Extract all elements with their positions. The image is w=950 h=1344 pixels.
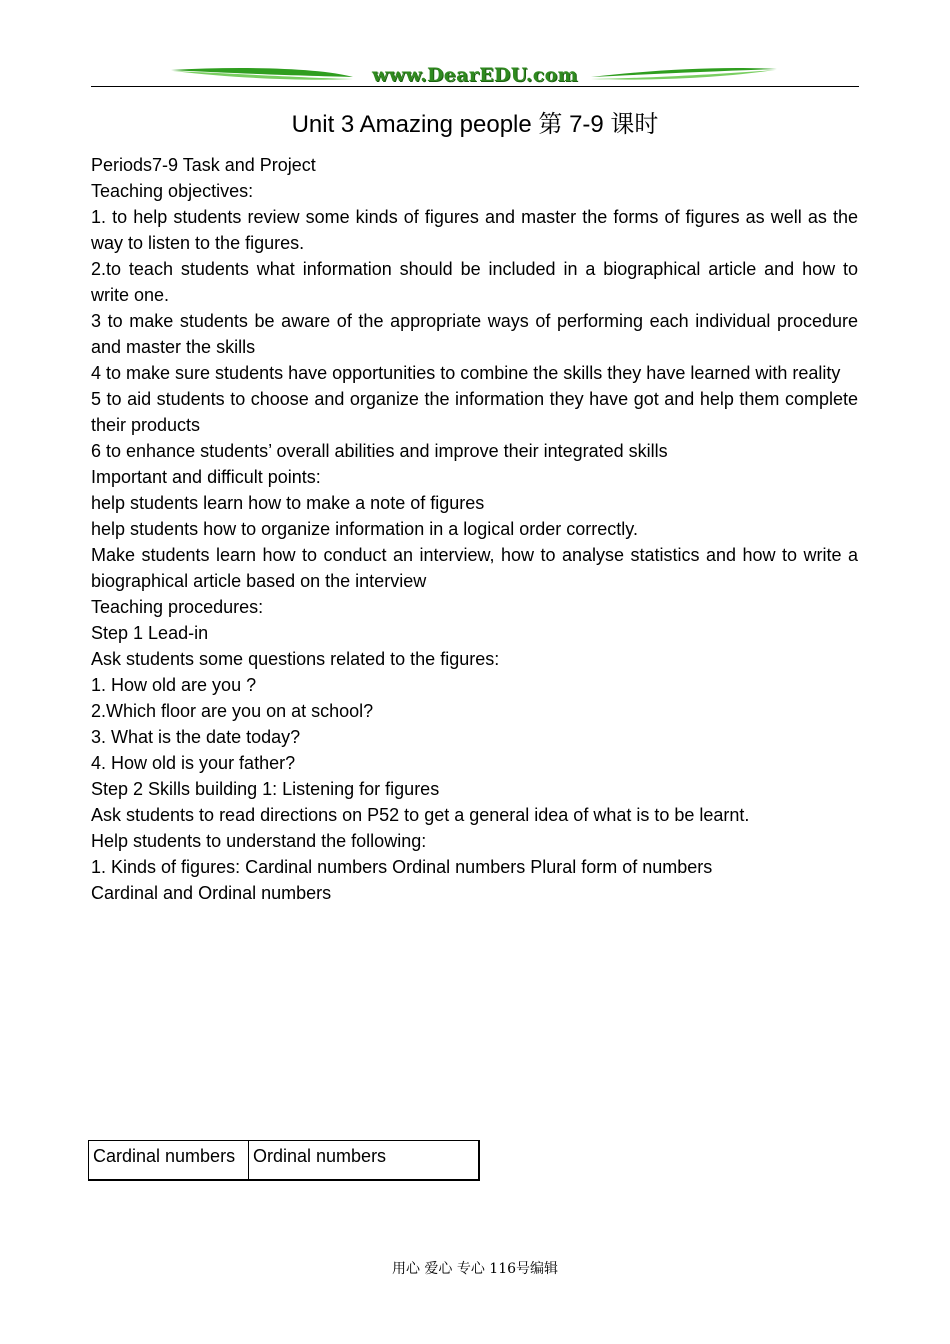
figures-table [88, 1140, 480, 1181]
paragraph: Help students to understand the following: [91, 831, 427, 851]
paragraph: Important and difficult points: [91, 467, 321, 487]
paragraph: Cardinal and Ordinal numbers [91, 883, 332, 903]
paragraph: Make students learn how to conduct an interview, how to analyse statistics and how to write a biographical article based on the interview [91, 545, 858, 591]
paragraph: 3 to make students be aware of the appropriate ways of performing each individual procedure and master the skills [91, 311, 858, 357]
document-body [91, 152, 858, 906]
paragraph: Step 1 Lead-in [91, 623, 209, 643]
document-title: Unit 3 Amazing people 第 7-9 课时 [291, 111, 659, 138]
table-row [89, 1141, 480, 1181]
paragraph: 2.to teach students what information should be included in a biographical article and how to write one. [91, 259, 858, 305]
paragraph: 3. What is the date today? [91, 727, 301, 747]
paragraph: Ask students some questions related to the figures: [91, 649, 500, 669]
paragraph: Teaching objectives: [91, 181, 254, 201]
site-logo-text: www.DearEDU.com [372, 64, 578, 86]
table-cell-cardinal: Cardinal numbers [89, 1141, 249, 1181]
page-header [91, 62, 859, 90]
table-cell-ordinal: Ordinal numbers [249, 1141, 480, 1181]
paragraph: help students learn how to make a note of figures [91, 493, 485, 513]
paragraph: 6 to enhance students’ overall abilities and improve their integrated skills [91, 441, 668, 461]
paragraph: 1. to help students review some kinds of figures and master the forms of figures as well as the way to listen to the figures. [91, 207, 858, 253]
paragraph: 2.Which floor are you on at school? [91, 701, 374, 721]
paragraph: 4. How old is your father? [91, 753, 296, 773]
page-footer: 用心 爱心 专心 116号编辑 [391, 1261, 559, 1277]
paragraph: 4 to make sure students have opportunities to combine the skills they have learned with reality [91, 363, 841, 383]
paragraph: Step 2 Skills building 1: Listening for figures [91, 779, 440, 799]
paragraph: Periods7-9 Task and Project [91, 155, 316, 175]
header-divider [91, 86, 859, 87]
paragraph: 1. How old are you ? [91, 675, 257, 695]
paragraph: 5 to aid students to choose and organize the information they have got and help them complete their products [91, 389, 858, 435]
paragraph: 1. Kinds of figures: Cardinal numbers Ordinal numbers Plural form of numbers [91, 857, 713, 877]
paragraph: help students how to organize information in a logical order correctly. [91, 519, 638, 539]
paragraph: Ask students to read directions on P52 to get a general idea of what is to be learnt. [91, 805, 750, 825]
paragraph: Teaching procedures: [91, 597, 264, 617]
